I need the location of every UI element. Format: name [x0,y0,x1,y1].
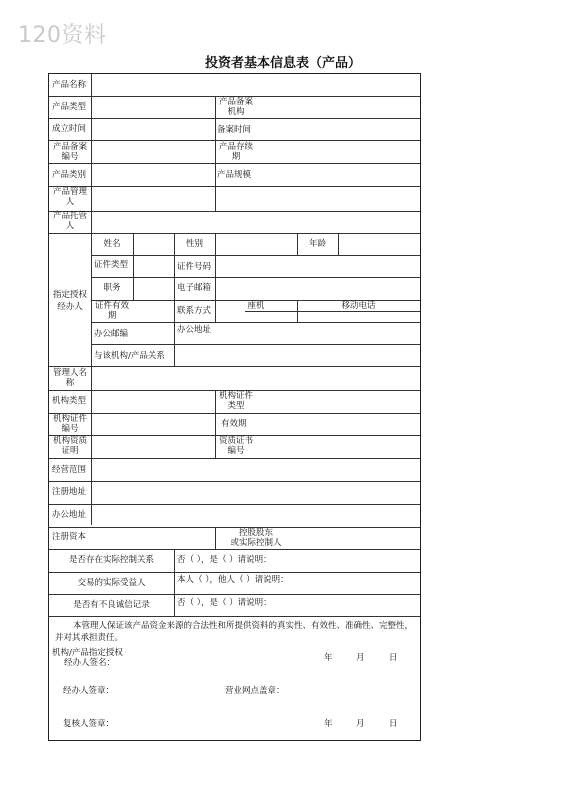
validity-label: 有效期 [221,419,247,429]
question-label: 是否有不良诚信记录 [73,600,150,610]
date-month: 月 [356,719,365,729]
page-title: 投资者基本信息表（产品） [204,56,361,71]
manager-name-label: 管理人名 称 [52,368,87,388]
product-scale-label: 产品规模 [217,170,252,180]
filing-time-label: 备案时间 [217,125,252,135]
agent-signature-label: 经办人签章： [63,686,115,696]
established-label: 成立时间 [52,124,87,134]
duration-label: 产品存续 期 [218,142,253,162]
office-address-label: 办公地址 [52,510,87,520]
filing-number-label: 产品备案 编号 [52,142,87,162]
question-answer: 本人（ ），他人（ ）请说明： [177,575,289,585]
custodian-label: 产品托管 人 [52,211,87,231]
date-day: 日 [389,719,398,729]
product-type-label: 产品类型 [52,102,87,112]
contact-label: 联系方式 [177,306,212,316]
mobile-label: 移动电话 [341,301,376,311]
gender-label: 性别 [185,239,203,249]
product-category-label: 产品类别 [52,170,87,180]
name-label: 姓名 [103,239,121,249]
date-month: 月 [356,653,365,663]
question-answer: 否（ ），是（ ）请说明： [177,598,272,608]
question-answer: 否（ ），是（ ）请说明： [177,555,272,565]
landline-label: 座机 [247,301,265,311]
id-type-label: 证件类型 [94,260,129,270]
org-type-label: 机构类型 [52,396,87,406]
signer-label: 机构/产品指定授权 经办人签名： [52,648,123,668]
date-year: 年 [324,653,333,663]
org-qualification-label: 机构资质 证明 [52,436,87,456]
product-name-label: 产品名称 [52,80,87,90]
business-scope-label: 经营范围 [52,465,87,475]
email-label: 电子邮箱 [177,283,212,293]
relation-label: 与该机构/产品关系 [94,351,165,361]
watermark: 120资料 [18,23,107,48]
agent-office-address-label: 办公地址 [177,325,212,335]
manager-label: 产品管理 人 [52,187,87,207]
id-number-label: 证件号码 [177,262,212,272]
investor-info-form [48,73,421,741]
registered-address-label: 注册地址 [52,487,87,497]
question-label: 是否存在实际控制关系 [68,555,154,565]
id-validity-label: 证件有效 期 [94,301,129,321]
controlling-holder-label: 控股股东 或实际控制人 [230,528,282,548]
question-label: 交易的实际受益人 [77,578,146,588]
date-year: 年 [324,719,333,729]
filing-institution-label: 产品备案 机构 [218,97,253,117]
reviewer-signature-label: 复核人签章： [63,719,115,729]
date-day: 日 [389,653,398,663]
agent-section-label: 指定授权 经办人 [52,290,87,312]
outlet-seal-label: 营业网点盖章： [225,686,285,696]
age-label: 年龄 [308,239,326,249]
org-id-type-label: 机构证件 类型 [218,391,253,411]
office-postcode-label: 办公邮编 [94,329,129,339]
declaration-text: 本管理人保证该产品资金来源的合法性和所提供资料的真实性、有效性、准确性、完整性，并对其承担责任。 [55,621,414,643]
org-id-number-label: 机构证件 编号 [52,414,87,434]
qualification-number-label: 资质证书 编号 [218,436,253,456]
position-label: 职务 [103,283,121,293]
registered-capital-label: 注册资本 [52,532,87,542]
